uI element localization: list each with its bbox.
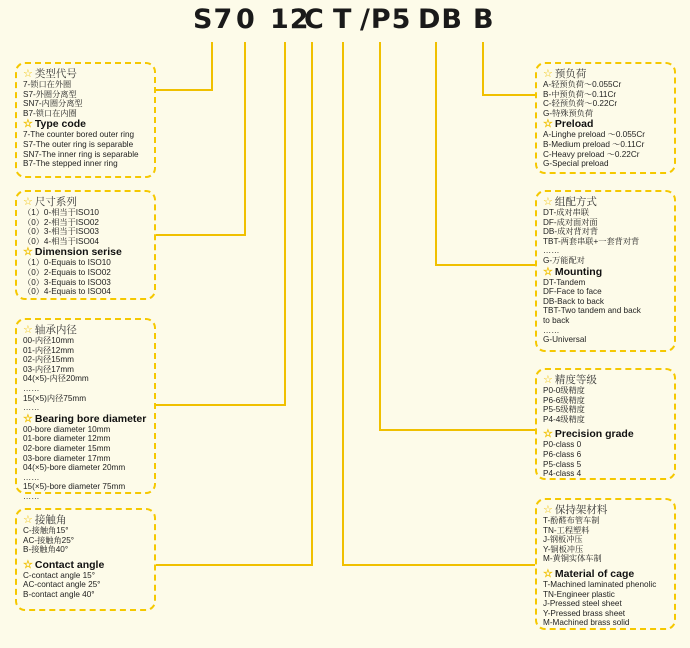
star-icon: ☆	[23, 412, 33, 425]
list-item: ……	[23, 491, 40, 501]
box-cn-title: 类型代号	[34, 68, 77, 80]
star-icon: ☆	[23, 195, 33, 208]
connector-bore	[155, 42, 285, 405]
list-item: B-Medium preload ～0.11Cr	[543, 139, 645, 149]
list-item: Y-铜板冲压	[543, 544, 584, 554]
list-item: C-接触角15°	[23, 526, 69, 535]
list-item: 02-bore diameter 15mm	[23, 443, 111, 453]
list-item: P5-5级精度	[543, 405, 585, 415]
list-item: P4-class 4	[543, 469, 582, 479]
list-item: 04(×5)-内径20mm	[23, 374, 89, 384]
box-cn-title: 预负荷	[554, 68, 587, 80]
list-item: B-中预负荷～0.11Cr	[543, 89, 617, 99]
code-part-bore: 12	[270, 4, 310, 35]
list-item: 7-锁口在外圈	[23, 80, 72, 89]
list-item: B7-The stepped inner ring	[23, 159, 118, 169]
star-icon: ☆	[543, 567, 553, 580]
code-part-preload: B	[473, 4, 495, 35]
list-item: 01-内径12mm	[23, 345, 74, 355]
box-cn-title: 轴承内径	[34, 324, 77, 336]
list-item: ……	[23, 472, 40, 482]
list-item: to back	[543, 315, 570, 325]
connector-dimension	[155, 42, 245, 235]
list-item: P4-4级精度	[543, 414, 585, 424]
star-icon: ☆	[543, 195, 553, 208]
list-item: A-Linghe preload ～0.055Cr	[543, 130, 645, 140]
box-en-title: Contact angle	[34, 558, 105, 571]
connector-type-code	[155, 42, 212, 90]
list-item: G-Universal	[543, 335, 587, 345]
list-item: （0）2-相当于ISO02	[23, 217, 99, 227]
list-item: C-contact angle 15°	[23, 570, 96, 580]
list-item: ……	[543, 325, 560, 335]
code-part-cage: T	[333, 4, 353, 35]
list-item: 01-bore diameter 12mm	[23, 434, 111, 444]
list-item: （1）0-Equais to ISO10	[23, 258, 111, 268]
list-item: AC-接触角25°	[23, 535, 75, 545]
list-item: T-酚醛布管车制	[543, 516, 600, 525]
star-icon: ☆	[23, 246, 33, 259]
list-item: DB-Back to back	[543, 296, 604, 306]
list-item: TBT-Two tandem and back	[543, 306, 641, 316]
list-item: P0-0级精度	[543, 386, 585, 395]
list-item: P0-class 0	[543, 440, 582, 450]
list-item: DF-Face to face	[543, 287, 602, 297]
code-part-mounting: DB	[418, 4, 463, 35]
list-item: Y-Pressed brass sheet	[543, 608, 626, 618]
list-item: TBT-两套串联+一套背对背	[543, 236, 640, 246]
list-item: J-钢板冲压	[543, 535, 583, 545]
contact-angle-box	[15, 508, 156, 611]
list-item: S7-外圈分离型	[23, 89, 77, 99]
list-item: A-轻预负荷～0.055Cr	[543, 80, 622, 89]
list-item: DT-Tandem	[543, 277, 586, 287]
code-part-contact-angle: C	[304, 4, 325, 35]
star-icon: ☆	[23, 323, 33, 336]
list-item: G-特殊预负荷	[543, 108, 594, 118]
preload-box	[535, 62, 676, 174]
star-icon: ☆	[543, 67, 553, 80]
list-item: （1）0-相当于ISO10	[23, 208, 99, 217]
list-item: DT-成对串联	[543, 208, 589, 217]
box-en-title: Preload	[554, 118, 594, 131]
box-en-title: Bearing bore diameter	[34, 412, 147, 425]
star-icon: ☆	[543, 265, 553, 278]
mounting-box	[535, 190, 676, 352]
dimension-series-box	[15, 190, 156, 300]
list-item: DF-成对面对面	[543, 217, 598, 227]
list-item: （0）2-Equais to ISO02	[23, 267, 111, 277]
type-code-box	[15, 62, 156, 178]
connector-preload	[483, 42, 535, 95]
connector-cage	[343, 42, 535, 565]
list-item: 15(×5)内径75mm	[23, 393, 87, 403]
list-item: 02-内径15mm	[23, 355, 74, 365]
box-cn-title: 接触角	[34, 514, 67, 526]
box-en-title: Material of cage	[554, 567, 635, 580]
list-item: S7-The outer ring is separable	[23, 139, 134, 149]
box-cn-title: 保持架材料	[554, 504, 608, 516]
connector-mounting	[436, 42, 535, 265]
list-item: DB-成对背对背	[543, 227, 599, 237]
list-item: ……	[543, 246, 560, 256]
list-item: （0）3-相当于ISO03	[23, 227, 99, 237]
list-item: SN7-内圈分离型	[23, 99, 83, 109]
list-item: 00-bore diameter 10mm	[23, 424, 111, 434]
list-item: （0）4-Equais to ISO04	[23, 287, 111, 297]
list-item: SN7-The inner ring is separable	[23, 149, 139, 159]
box-en-title: Type code	[34, 118, 87, 131]
box-cn-title: 精度等级	[554, 374, 597, 386]
list-item: 03-内径17mm	[23, 364, 74, 374]
box-cn-title: 尺寸系列	[34, 196, 77, 208]
list-item: G-Special preload	[543, 159, 609, 169]
list-item: P5-class 5	[543, 459, 582, 469]
list-item: 04(×5)-bore diameter 20mm	[23, 463, 126, 473]
list-item: 7-The counter bored outer ring	[23, 130, 135, 140]
star-icon: ☆	[23, 118, 33, 131]
list-item: 03-bore diameter 17mm	[23, 453, 111, 463]
precision-grade-box	[535, 368, 676, 480]
list-item: B-接触角40°	[23, 545, 69, 555]
connector-precision	[380, 42, 535, 430]
star-icon: ☆	[23, 558, 33, 571]
connector-contact-angle	[155, 42, 312, 565]
list-item: ……	[23, 383, 40, 393]
list-item: T-Machined laminated phenolic	[543, 579, 657, 589]
star-icon: ☆	[543, 373, 553, 386]
list-item: ……	[23, 403, 40, 413]
list-item: C-Heavy preload ～0.22Cr	[543, 149, 640, 159]
code-part-dimension: 0	[236, 4, 256, 35]
cage-material-box	[535, 498, 676, 630]
list-item: 15(×5)-bore diameter 75mm	[23, 482, 126, 492]
box-en-title: Mounting	[554, 265, 603, 278]
box-en-title: Dimension serise	[34, 246, 122, 259]
list-item: （0）3-Equais to ISO03	[23, 277, 111, 287]
star-icon: ☆	[543, 503, 553, 516]
list-item: TN-工程塑料	[543, 525, 590, 535]
list-item: M-黄铜实体车制	[543, 554, 602, 564]
list-item: M-Machined brass solid	[543, 618, 630, 628]
list-item: AC-contact angle 25°	[23, 580, 101, 590]
list-item: （0）4-相当于ISO04	[23, 236, 99, 246]
list-item: J-Pressed steel sheet	[543, 599, 622, 609]
list-item: B7-锁口在内圈	[23, 108, 77, 118]
star-icon: ☆	[23, 513, 33, 526]
star-icon: ☆	[23, 67, 33, 80]
list-item: C-轻预负荷～0.22Cr	[543, 99, 618, 109]
bore-diameter-box	[15, 318, 156, 501]
list-item: TN-Engineer plastic	[543, 589, 615, 599]
list-item: B-contact angle 40°	[23, 589, 95, 599]
code-part-precision: /P5	[360, 4, 412, 35]
star-icon: ☆	[543, 428, 553, 441]
list-item: P6-6级精度	[543, 395, 585, 405]
box-cn-title: 组配方式	[554, 196, 597, 208]
code-part-series-type: S7	[193, 4, 234, 35]
list-item: G-万能配对	[543, 255, 585, 265]
box-en-title: Precision grade	[554, 428, 634, 441]
star-icon: ☆	[543, 118, 553, 131]
list-item: P6-class 6	[543, 449, 582, 459]
list-item: 00-内径10mm	[23, 336, 74, 345]
